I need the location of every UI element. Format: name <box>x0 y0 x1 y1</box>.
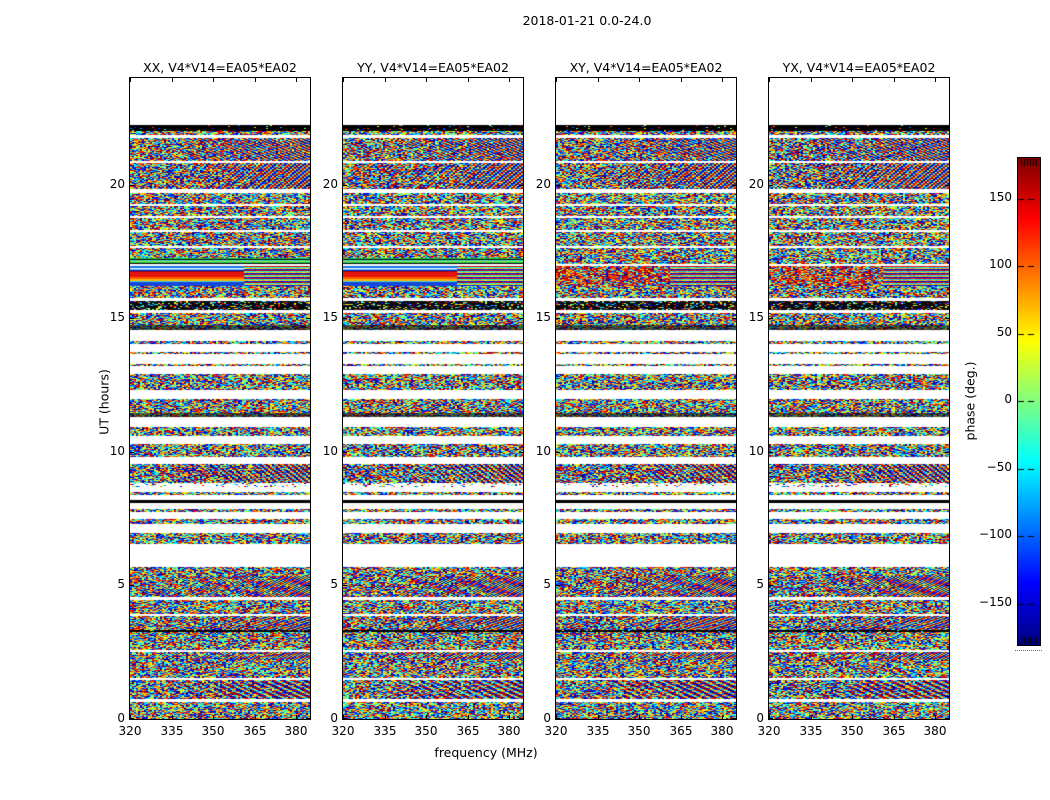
x-tick-label: 380 <box>710 724 734 738</box>
colorbar-tick-label: 100 <box>989 257 1012 271</box>
x-tick <box>935 715 936 719</box>
y-tick-label: 0 <box>756 711 764 725</box>
panel-title-yx: YX, V4*V14=EA05*EA02 <box>782 60 936 75</box>
y-tick <box>769 718 773 719</box>
panel-title-xy: XY, V4*V14=EA05*EA02 <box>569 60 723 75</box>
y-tick <box>945 185 949 186</box>
y-tick-label: 5 <box>330 577 338 591</box>
x-tick <box>296 78 297 82</box>
x-tick <box>769 78 770 82</box>
colorbar-canvas <box>1018 158 1040 645</box>
x-tick-label: 335 <box>799 724 823 738</box>
y-tick <box>130 585 134 586</box>
y-tick <box>343 585 347 586</box>
heatmap-canvas-yx <box>769 78 949 719</box>
x-tick <box>894 78 895 82</box>
y-tick <box>343 318 347 319</box>
heatmap-canvas-yy <box>343 78 523 719</box>
y-axis-label: UT (hours) <box>96 369 112 435</box>
x-tick <box>722 715 723 719</box>
x-tick <box>343 78 344 82</box>
y-tick-label: 0 <box>117 711 125 725</box>
y-tick-label: 10 <box>535 444 551 458</box>
y-tick-label: 20 <box>535 177 551 191</box>
x-tick-label: 335 <box>586 724 610 738</box>
y-tick-label: 15 <box>748 310 764 324</box>
x-tick <box>811 715 812 719</box>
colorbar-tick-label: −150 <box>979 595 1012 609</box>
y-tick-label: 15 <box>109 310 125 324</box>
y-tick-label: 5 <box>756 577 764 591</box>
x-tick-label: 335 <box>160 724 184 738</box>
x-tick-label: 365 <box>456 724 480 738</box>
panel-frame-yy <box>342 77 524 720</box>
y-tick <box>343 452 347 453</box>
x-tick-label: 320 <box>544 724 568 738</box>
y-tick-label: 0 <box>330 711 338 725</box>
colorbar-tick-label: −100 <box>979 527 1012 541</box>
y-tick <box>945 718 949 719</box>
x-tick <box>255 715 256 719</box>
y-tick-label: 20 <box>109 177 125 191</box>
x-tick <box>172 78 173 82</box>
y-tick <box>556 718 560 719</box>
x-tick <box>509 78 510 82</box>
x-tick-label: 380 <box>497 724 521 738</box>
x-tick <box>639 715 640 719</box>
y-tick-label: 15 <box>322 310 338 324</box>
y-tick <box>343 718 347 719</box>
x-tick-label: 350 <box>627 724 651 738</box>
x-tick-label: 320 <box>331 724 355 738</box>
x-tick-label: 350 <box>414 724 438 738</box>
y-tick-label: 10 <box>322 444 338 458</box>
y-tick <box>769 452 773 453</box>
y-tick <box>769 185 773 186</box>
figure-title: 2018-01-21 0.0-24.0 <box>522 13 652 28</box>
panel-frame-yx <box>768 77 950 720</box>
y-tick <box>769 585 773 586</box>
x-tick <box>722 78 723 82</box>
x-tick <box>852 715 853 719</box>
x-tick-label: 365 <box>669 724 693 738</box>
y-tick <box>945 452 949 453</box>
y-tick-label: 10 <box>748 444 764 458</box>
x-tick <box>426 78 427 82</box>
y-tick-label: 5 <box>543 577 551 591</box>
panel-frame-xx <box>129 77 311 720</box>
colorbar-tick-label: −50 <box>986 460 1012 474</box>
x-tick-label: 380 <box>923 724 947 738</box>
x-tick <box>130 78 131 82</box>
x-tick <box>639 78 640 82</box>
x-tick-label: 335 <box>373 724 397 738</box>
x-tick-label: 365 <box>243 724 267 738</box>
x-tick <box>598 715 599 719</box>
x-tick <box>509 715 510 719</box>
colorbar-label: phase (deg.) <box>962 361 978 441</box>
x-tick <box>385 715 386 719</box>
x-tick <box>172 715 173 719</box>
x-tick <box>468 78 469 82</box>
y-tick-label: 20 <box>322 177 338 191</box>
colorbar-frame <box>1017 157 1041 646</box>
x-tick-label: 320 <box>118 724 142 738</box>
x-tick <box>213 78 214 82</box>
x-tick <box>426 715 427 719</box>
x-tick <box>852 78 853 82</box>
x-tick <box>213 715 214 719</box>
x-tick <box>935 78 936 82</box>
x-tick <box>598 78 599 82</box>
y-tick-label: 20 <box>748 177 764 191</box>
x-tick <box>296 715 297 719</box>
panel-title-xx: XX, V4*V14=EA05*EA02 <box>143 60 297 75</box>
x-tick-label: 365 <box>882 724 906 738</box>
x-tick <box>255 78 256 82</box>
y-tick <box>130 318 134 319</box>
colorbar-tick-label: 150 <box>989 190 1012 204</box>
x-tick-label: 320 <box>757 724 781 738</box>
y-tick-label: 0 <box>543 711 551 725</box>
y-tick <box>945 585 949 586</box>
y-tick <box>556 452 560 453</box>
y-tick-label: 5 <box>117 577 125 591</box>
x-tick-label: 350 <box>201 724 225 738</box>
y-tick <box>130 452 134 453</box>
x-tick <box>894 715 895 719</box>
x-tick <box>468 715 469 719</box>
x-axis-label: frequency (MHz) <box>434 745 538 760</box>
y-tick <box>130 718 134 719</box>
panel-frame-xy <box>555 77 737 720</box>
heatmap-canvas-xx <box>130 78 310 719</box>
colorbar-end-dots <box>1015 650 1042 651</box>
heatmap-canvas-xy <box>556 78 736 719</box>
colorbar-tick-label: 50 <box>996 325 1012 339</box>
y-tick <box>945 318 949 319</box>
x-tick <box>556 78 557 82</box>
x-tick <box>681 715 682 719</box>
y-tick <box>130 185 134 186</box>
x-tick-label: 380 <box>284 724 308 738</box>
colorbar-tick-label: 0 <box>1004 392 1012 406</box>
x-tick <box>681 78 682 82</box>
y-tick <box>769 318 773 319</box>
y-tick <box>556 185 560 186</box>
x-tick <box>811 78 812 82</box>
y-tick-label: 10 <box>109 444 125 458</box>
y-tick <box>343 185 347 186</box>
y-tick <box>556 318 560 319</box>
y-tick <box>556 585 560 586</box>
x-tick-label: 350 <box>840 724 864 738</box>
x-tick <box>385 78 386 82</box>
panel-title-yy: YY, V4*V14=EA05*EA02 <box>357 60 509 75</box>
y-tick-label: 15 <box>535 310 551 324</box>
